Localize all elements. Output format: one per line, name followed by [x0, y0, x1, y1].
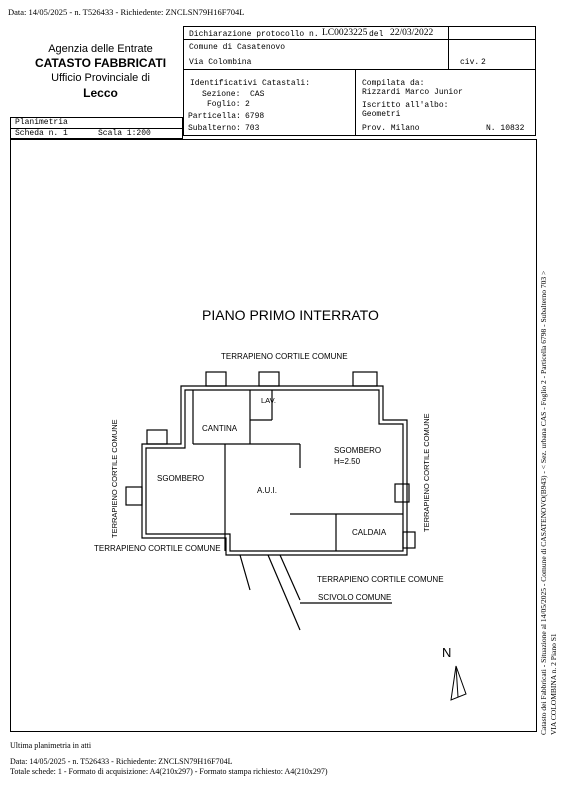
particella-value: 6798: [245, 112, 265, 121]
scale: Scala 1:200: [98, 129, 151, 138]
civ-number: 2: [481, 58, 486, 67]
room-lav: LAV.: [261, 396, 277, 405]
albo-value: Geometri: [362, 110, 401, 119]
inner-wall-line: [146, 390, 403, 551]
particella-label: Particella:: [188, 112, 241, 121]
label-terrapieno-left: TERRAPIENO CORTILE COMUNE: [110, 419, 119, 538]
top-request-line: Data: 14/05/2025 - n. T526433 - Richiedente: ZNCLSN79H16F704L: [8, 7, 245, 17]
light-well: [126, 487, 142, 505]
light-well: [403, 532, 415, 548]
label-terrapieno-bottom-right: TERRAPIENO CORTILE COMUNE: [317, 575, 444, 584]
ramp-line: [280, 555, 300, 600]
bottom-request-line: Data: 14/05/2025 - n. T526433 - Richiedente: ZNCLSN79H16F704L: [10, 757, 233, 766]
room-height: H=2.50: [334, 457, 361, 466]
ufficio-provinciale: Ufficio Provinciale di: [51, 72, 150, 84]
ramp-line: [268, 555, 300, 630]
sheet-type: Planimetria: [15, 118, 68, 127]
side-address-text: VIA COLOMBINA n. 2 Piano S1: [549, 633, 558, 735]
date-label: del: [369, 30, 384, 39]
agency-name: Agenzia delle Entrate: [48, 43, 153, 55]
north-arrow-icon: [451, 666, 466, 700]
label-terrapieno-bottom-left: TERRAPIENO CORTILE COMUNE: [94, 544, 221, 553]
identifiers-title: Identificativi Catastali:: [190, 79, 311, 88]
subalterno-label: Subalterno:: [188, 124, 241, 133]
street-text: Via Colombina: [189, 58, 252, 67]
comune-text: Comune di Casatenovo: [189, 43, 286, 52]
scheda-number: Scheda n. 1: [15, 129, 68, 138]
side-situation-text: Catasto dei Fabbricati - Situazione al 14/05/2025 - Comune di CASATENOVO(B943) - < Sez. urbana CAS - Foglio 2 - Particella 6798 - Subalterno 703 >: [539, 270, 548, 735]
room-caldaia: CALDAIA: [352, 528, 387, 537]
label-scivolo: SCIVOLO COMUNE: [318, 593, 392, 602]
light-well: [206, 372, 226, 386]
label-terrapieno-right: TERRAPIENO CORTILE COMUNE: [422, 413, 431, 532]
room-sgombero-left: SGOMBERO: [157, 474, 205, 483]
subalterno-value: 703: [245, 124, 260, 133]
last-plan-note: Ultima planimetria in atti: [10, 741, 92, 750]
north-label: N: [442, 645, 452, 660]
foglio-label: Foglio:: [207, 100, 241, 109]
registration-number: N. 10832: [486, 124, 525, 133]
ufficio-lecco: Lecco: [83, 86, 118, 100]
foglio-value: 2: [245, 100, 250, 109]
sezione-label: Sezione:: [202, 90, 241, 99]
ramp-line: [240, 555, 250, 590]
light-well: [259, 372, 279, 386]
catasto-fabbricati-title: CATASTO FABBRICATI: [34, 56, 167, 70]
compiled-title: Compilata da:: [362, 79, 425, 88]
albo-label: Iscritto all'albo:: [362, 101, 449, 110]
declaration-label: Dichiarazione protocollo n.: [189, 30, 319, 39]
sezione-value: CAS: [250, 90, 265, 99]
room-sgombero-right: SGOMBERO: [334, 446, 382, 455]
province: Prov. Milano: [362, 124, 420, 133]
civ-label: civ.: [460, 58, 480, 67]
plan-title: PIANO PRIMO INTERRATO: [202, 307, 379, 323]
room-cantina: CANTINA: [202, 424, 238, 433]
compiler-name: Rizzardi Marco Junior: [362, 88, 463, 97]
light-well: [353, 372, 377, 386]
totale-schede: Totale schede: 1 - Formato di acquisizione: A4(210x297) - Formato stampa richiesto: A4(210x297): [10, 767, 328, 776]
label-terrapieno-top: TERRAPIENO CORTILE COMUNE: [221, 352, 348, 361]
room-aui: A.U.I.: [257, 486, 278, 495]
light-well: [147, 430, 167, 444]
declaration-date: 22/03/2022: [390, 28, 434, 38]
protocol-number: LC0023225: [322, 28, 368, 38]
